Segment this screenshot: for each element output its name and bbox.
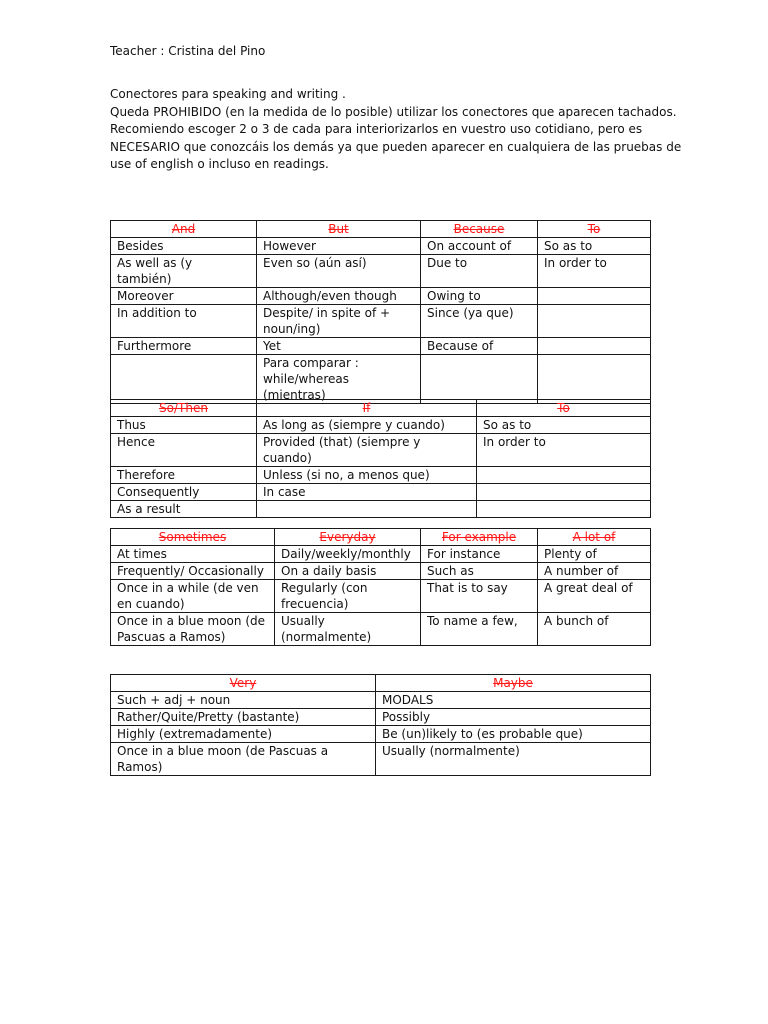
intro-line: use of english o incluso en readings. <box>110 157 329 171</box>
header-but: But <box>257 221 421 238</box>
table-cell: Consequently <box>111 484 257 501</box>
connectors-table-1 <box>110 220 651 404</box>
table-cell: Furthermore <box>111 338 257 355</box>
table-cell: A bunch of <box>538 613 651 646</box>
header-and: And <box>111 221 257 238</box>
table-cell: On account of <box>421 238 538 255</box>
table-cell: Rather/Quite/Pretty (bastante) <box>111 709 376 726</box>
table-row <box>111 417 651 434</box>
table-cell: So as to <box>477 417 651 434</box>
table-row <box>111 580 651 613</box>
table-row <box>111 355 651 404</box>
table-row <box>111 563 651 580</box>
table-row <box>111 501 651 518</box>
table-cell: As a result <box>111 501 257 518</box>
table-cell: In addition to <box>111 305 257 338</box>
table-cell: Once in a blue moon (de Pascuas a Ramos) <box>111 613 275 646</box>
header-to: To <box>477 400 651 417</box>
table-cell: Since (ya que) <box>421 305 538 338</box>
header-if: If <box>257 400 477 417</box>
table-cell: In order to <box>477 434 651 467</box>
table-row <box>111 238 651 255</box>
table-cell: However <box>257 238 421 255</box>
table-header-row <box>111 221 651 238</box>
table-cell: Be (un)likely to (es probable que) <box>376 726 651 743</box>
table-cell: On a daily basis <box>275 563 421 580</box>
header-sometimes: Sometimes <box>111 529 275 546</box>
table-row <box>111 467 651 484</box>
teacher-name: Teacher : Cristina del Pino <box>110 44 266 58</box>
table-row <box>111 726 651 743</box>
table-row <box>111 613 651 646</box>
table-cell <box>477 484 651 501</box>
table-cell: As long as (siempre y cuando) <box>257 417 477 434</box>
table-cell: Due to <box>421 255 538 288</box>
table-cell: For instance <box>421 546 538 563</box>
intro-line: Recomiendo escoger 2 o 3 de cada para interiorizarlos en vuestro uso cotidiano, pero es <box>110 122 643 136</box>
table-cell: To name a few, <box>421 613 538 646</box>
intro-line: Conectores para speaking and writing . <box>110 87 346 101</box>
table-cell: Highly (extremadamente) <box>111 726 376 743</box>
table-row <box>111 305 651 338</box>
table-cell: Provided (that) (siempre y cuando) <box>257 434 477 467</box>
table-cell: Therefore <box>111 467 257 484</box>
table-cell <box>477 501 651 518</box>
table-row <box>111 546 651 563</box>
table-cell: In case <box>257 484 477 501</box>
intro-line: NECESARIO que conozcáis los demás ya que pueden aparecer en cualquiera de las pruebas de <box>110 139 682 154</box>
header-to: To <box>538 221 651 238</box>
header-so-then: So/Then <box>111 400 257 417</box>
table-cell: In order to <box>538 255 651 288</box>
connectors-table-2 <box>110 399 651 518</box>
table-cell: Regularly (con frecuencia) <box>275 580 421 613</box>
table-cell: Despite/ in spite of + noun/ing) <box>257 305 421 338</box>
table-cell: Although/even though <box>257 288 421 305</box>
intro-line: Queda PROHIBIDO (en la medida de lo posible) utilizar los conectores que aparecen tachados. <box>110 104 677 119</box>
connectors-table-3 <box>110 528 651 646</box>
table-cell: A great deal of <box>538 580 651 613</box>
table-cell: Usually (normalmente) <box>275 613 421 646</box>
header-everyday: Everyday <box>275 529 421 546</box>
table-cell: Besides <box>111 238 257 255</box>
intro-paragraph <box>110 86 682 174</box>
table-row <box>111 692 651 709</box>
table-cell: Because of <box>421 338 538 355</box>
table-row <box>111 288 651 305</box>
table-cell: Hence <box>111 434 257 467</box>
table-row <box>111 484 651 501</box>
table-cell <box>477 467 651 484</box>
table-row <box>111 709 651 726</box>
table-cell: At times <box>111 546 275 563</box>
table-cell: Once in a while (de ven en cuando) <box>111 580 275 613</box>
table-cell: A number of <box>538 563 651 580</box>
header-maybe: Maybe <box>376 675 651 692</box>
table-cell: Para comparar : while/whereas (mientras) <box>257 355 421 404</box>
table-cell: Thus <box>111 417 257 434</box>
table-cell: Frequently/ Occasionally <box>111 563 275 580</box>
table-cell: So as to <box>538 238 651 255</box>
table-cell: Such as <box>421 563 538 580</box>
table-cell <box>111 355 257 404</box>
table-cell: Even so (aún así) <box>257 255 421 288</box>
header-because: Because <box>421 221 538 238</box>
table-cell <box>538 355 651 404</box>
table-cell: Once in a blue moon (de Pascuas a Ramos) <box>111 743 376 776</box>
header-for-example: For example <box>421 529 538 546</box>
table-cell <box>257 501 477 518</box>
table-cell: Plenty of <box>538 546 651 563</box>
table-row <box>111 743 651 776</box>
table-cell: Owing to <box>421 288 538 305</box>
header-very: Very <box>111 675 376 692</box>
table-cell <box>538 305 651 338</box>
table-cell: That is to say <box>421 580 538 613</box>
table-header-row <box>111 675 651 692</box>
table-cell: Yet <box>257 338 421 355</box>
connectors-table-4 <box>110 674 651 776</box>
table-cell <box>538 288 651 305</box>
table-header-row <box>111 529 651 546</box>
table-row <box>111 434 651 467</box>
table-cell <box>421 355 538 404</box>
table-cell: Unless (si no, a menos que) <box>257 467 477 484</box>
table-row <box>111 255 651 288</box>
table-row <box>111 338 651 355</box>
table-cell: As well as (y también) <box>111 255 257 288</box>
header-a-lot-of: A lot of <box>538 529 651 546</box>
table-cell: Moreover <box>111 288 257 305</box>
table-cell: Possibly <box>376 709 651 726</box>
table-cell: Such + adj + noun <box>111 692 376 709</box>
table-cell: MODALS <box>376 692 651 709</box>
table-header-row <box>111 400 651 417</box>
table-cell: Daily/weekly/monthly <box>275 546 421 563</box>
table-cell <box>538 338 651 355</box>
table-cell: Usually (normalmente) <box>376 743 651 776</box>
